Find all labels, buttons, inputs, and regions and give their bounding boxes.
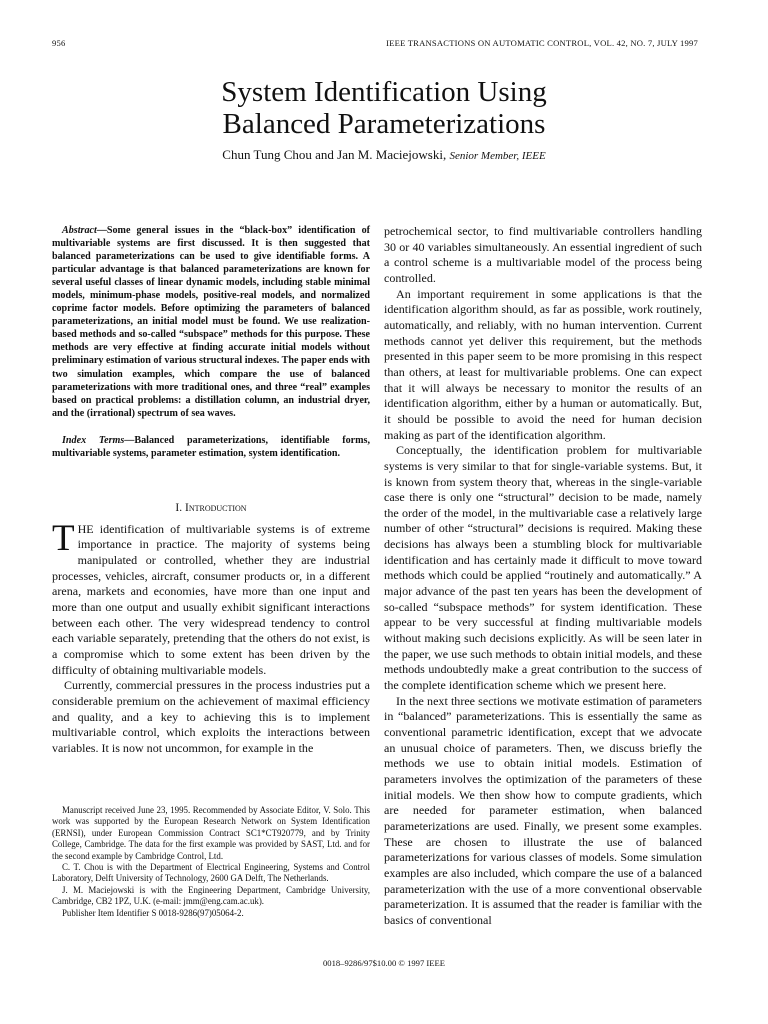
page-number: 956 bbox=[52, 38, 66, 48]
footnote-publisher-id: Publisher Item Identifier S 0018-9286(97)05064-2. bbox=[62, 907, 244, 918]
author-line bbox=[0, 147, 768, 163]
right-paragraph-continued: petrochemical sector, to find multivariable controllers handling 30 or 40 variables simultaneously. An essential ingredient of such a control scheme is a multivariable model of the process being controlled. bbox=[384, 224, 702, 285]
section-number: I. bbox=[175, 501, 183, 514]
drop-cap: T bbox=[52, 517, 75, 559]
right-paragraph-1: An important requirement in some applications is that the identification algorithm should, as far as possible, work routinely, automatically, and reliably, with no human intervention. Current methods cannot yet deliver this requirement, but the methods presented in this paper seem to be more promising in this respect than others, at least for multivariable problems. One can expect that it will always be necessary to monitor the results of an identification algorithm, either by a human or automatically. But, it should be possible to avoid the need for human decision making as part of the identification algorithm. bbox=[384, 286, 702, 442]
intro-paragraph-1 bbox=[52, 517, 370, 679]
footnote-chou: C. T. Chou is with the Department of Electrical Engineering, Systems and Control Laboratory, Delft University of Technology, 2600 GA Delft, The Netherlands. bbox=[52, 862, 370, 884]
author-membership: Senior Member, IEEE bbox=[449, 150, 546, 162]
left-column bbox=[52, 224, 370, 757]
right-column bbox=[384, 224, 702, 929]
journal-citation: IEEE TRANSACTIONS ON AUTOMATIC CONTROL, VOL. 42, NO. 7, JULY 1997 bbox=[386, 38, 698, 48]
abstract-label: Abstract bbox=[62, 225, 97, 236]
index-terms-label: Index Terms bbox=[62, 434, 125, 446]
intro-paragraph-2: Currently, commercial pressures in the process industries put a considerable premium on the achievement of maximal efficiency and quality, and a key to achieving this is to implement multivariable control, which exploits the interactions between variables. It is now not uncommon, for example in the bbox=[52, 678, 370, 755]
abstract-text: —Some general issues in the “black-box” identification of multivariable systems are first discussed. It is then suggested that balanced parameterizations can be used to give identifiable forms. A particular advantage is that balanced parameterizations are known for several useful classes of linear dynamic models, including stable minimal models, minimum-phase models, positive-real models, and normalized coprime factor models. Before optimizing the parameters of balanced parameterizations, an initial model must be found. We use realization-based methods and so-called “subspace” methods for this purpose. These methods are very effective at finding accurate initial models without preliminary estimation of various structural indexes. The paper ends with two simulation examples, which compare the use of balanced parameterizations with more traditional ones, and three “real” examples based on practical problems: a distillation column, an industrial dryer, and the (irrational) spectrum of sea waves. bbox=[52, 225, 370, 419]
right-paragraph-3: In the next three sections we motivate estimation of parameters in “balanced” parameterizations. This is essentially the same as conventional parametric identification, except that we advocate an unusual choice of parameters. Then, we discuss briefly the methods we use to obtain initial models. Estimation of parameters involves the optimization of the parameters of these initial models. We then show how to compute gradients, which are needed for parameter estimation, when balanced parameterizations are used. Finally, we present some examples. These are chosen to illustrate the use of balanced parameterizations for various classes of models. Some simulation examples are also included, which compare the use of a balanced parameterization with the use of a more conventional observable parameterization. It is assumed that the reader is familiar with the basics of conventional bbox=[384, 693, 702, 927]
title-line-2: Balanced Parameterizations bbox=[222, 108, 546, 140]
index-terms-text: —Balanced parameterizations, identifiable forms, multivariable systems, parameter estimation, system identification. bbox=[52, 434, 370, 459]
section-heading bbox=[52, 502, 370, 514]
right-paragraph-2: Conceptually, the identification problem for multivariable systems is very similar to that for single-variable systems. But, it is known from system theory that, whereas in the single-variable case there is only one “structural” decision to be made, namely the order of the model, in the multivariable case a relatively large number of other “structural” decisions is required. Making these decisions has always been a stumbling block for multivariable identification and has certainly made it difficult to move toward methods which could be applied “routinely and automatically.” A major advance of the past ten years has been the development of so-called “subspace methods” for system identification. These appear to be very successful at finding multivariable models without making such decisions explicitly. As will be seen later in the paper, we use such methods to obtain initial models, and these methods undoubtedly make a great contribution to the success of the complete identification scheme which we present here. bbox=[384, 443, 702, 693]
index-terms bbox=[52, 434, 370, 460]
title-line-1: System Identification Using bbox=[221, 76, 547, 108]
abstract bbox=[52, 224, 370, 420]
footnote-maciejowski: J. M. Maciejowski is with the Engineering Department, Cambridge University, Cambridge, CB2 1PZ, U.K. (e-mail: jmm@eng.cam.ac.uk). bbox=[52, 884, 370, 907]
intro-paragraph-1-text: HE identification of multivariable systems is of extreme importance in practice. The majority of systems being manipulated or controlled, whether they are industrial processes, vehicles, aircraft, consumer products or, in a different arena, markets and economies, have more than one input and more than one output and usually exhibit significant interactions between each other. The very widespread tendency to control each variable separately, pretending that the others do not exist, is a compromise which to some extent has been driven by the difficulty of obtaining multivariable models. bbox=[52, 521, 370, 677]
author-names: Chun Tung Chou and Jan M. Maciejowski, bbox=[222, 147, 447, 162]
copyright-footer: 0018–9286/97$10.00 © 1997 IEEE bbox=[322, 958, 446, 968]
footnotes bbox=[52, 805, 370, 919]
paper-title bbox=[0, 76, 768, 140]
footnote-manuscript: Manuscript received June 23, 1995. Recommended by Associate Editor, V. Solo. This work was supported by the European Research Network on System Identification (ERNSI), under European Commission Contract SC1*CT920779, and by Trinity College, Cambridge. The data for the first example was provided by SAST, Ltd. and for the second example by Cambridge Control, Ltd. bbox=[52, 805, 370, 861]
section-title: Introduction bbox=[184, 501, 247, 514]
